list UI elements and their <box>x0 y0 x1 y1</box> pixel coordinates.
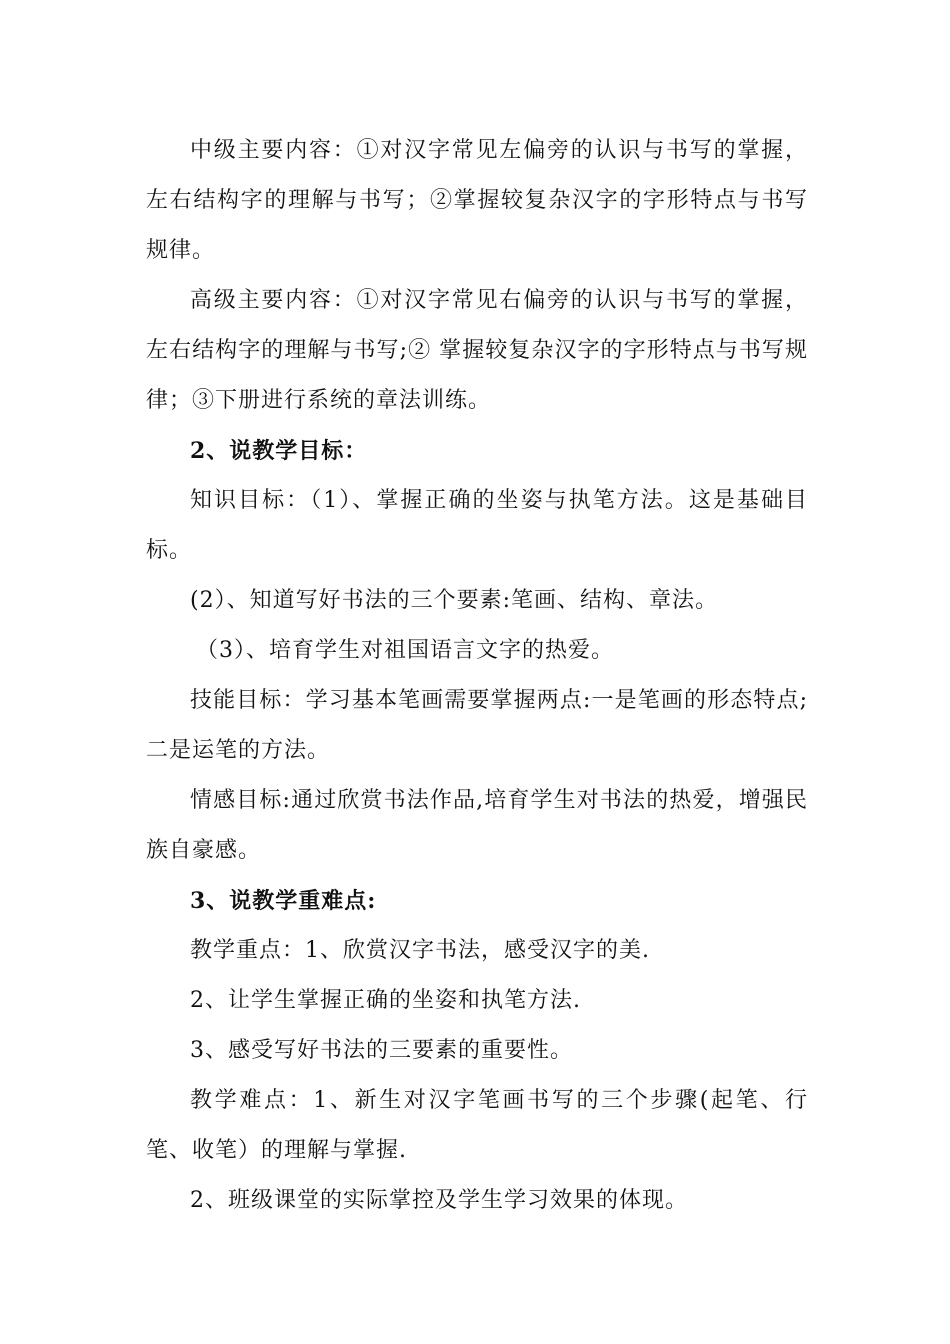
paragraph-difficult-point-2: 2、班级课堂的实际掌控及学生学习效果的体现。 <box>190 1188 688 1213</box>
paragraph-knowledge-objective: 知识目标：（1）、掌握正确的坐姿与执笔方法。这是基础目标。 <box>146 488 808 563</box>
paragraph-key-point-1: 教学重点：1、欣赏汉字书法，感受汉字的美. <box>190 938 650 963</box>
paragraph-skill-objective: 技能目标：学习基本笔画需要掌握两点:一是笔画的形态特点;二是运笔的方法。 <box>146 688 808 763</box>
paragraph-key-point-3: 3、感受写好书法的三要素的重要性。 <box>190 1038 573 1063</box>
paragraph-intermediate-content: 中级主要内容：①对汉字常见左偏旁的认识与书写的掌握，左右结构字的理解与书写；②掌握较复杂汉字的字形特点与书写规律。 <box>146 138 808 263</box>
paragraph-advanced-content: 高级主要内容：①对汉字常见右偏旁的认识与书写的掌握，左右结构字的理解与书写;② 掌握较复杂汉字的字形特点与书写规律；③下册进行系统的章法训练。 <box>146 288 808 413</box>
heading-teaching-objectives: 2、说教学目标： <box>190 438 368 464</box>
paragraph-key-point-2: 2、让学生掌握正确的坐姿和执笔方法. <box>190 988 581 1013</box>
paragraph-emotion-objective: 情感目标:通过欣赏书法作品,培育学生对书法的热爱，增强民族自豪感。 <box>146 788 808 863</box>
document-body <box>146 126 808 1226</box>
heading-key-difficult-points: 3、说教学重难点: <box>190 888 377 914</box>
paragraph-difficult-point-1: 教学难点：1、新生对汉字笔画书写的三个步骤(起笔、行笔、收笔）的理解与掌握. <box>146 1088 808 1163</box>
paragraph-objective-3: （3）、培育学生对祖国语言文字的热爱。 <box>196 638 614 663</box>
paragraph-objective-2: (2）、知道写好书法的三个要素:笔画、结构、章法。 <box>190 588 718 613</box>
